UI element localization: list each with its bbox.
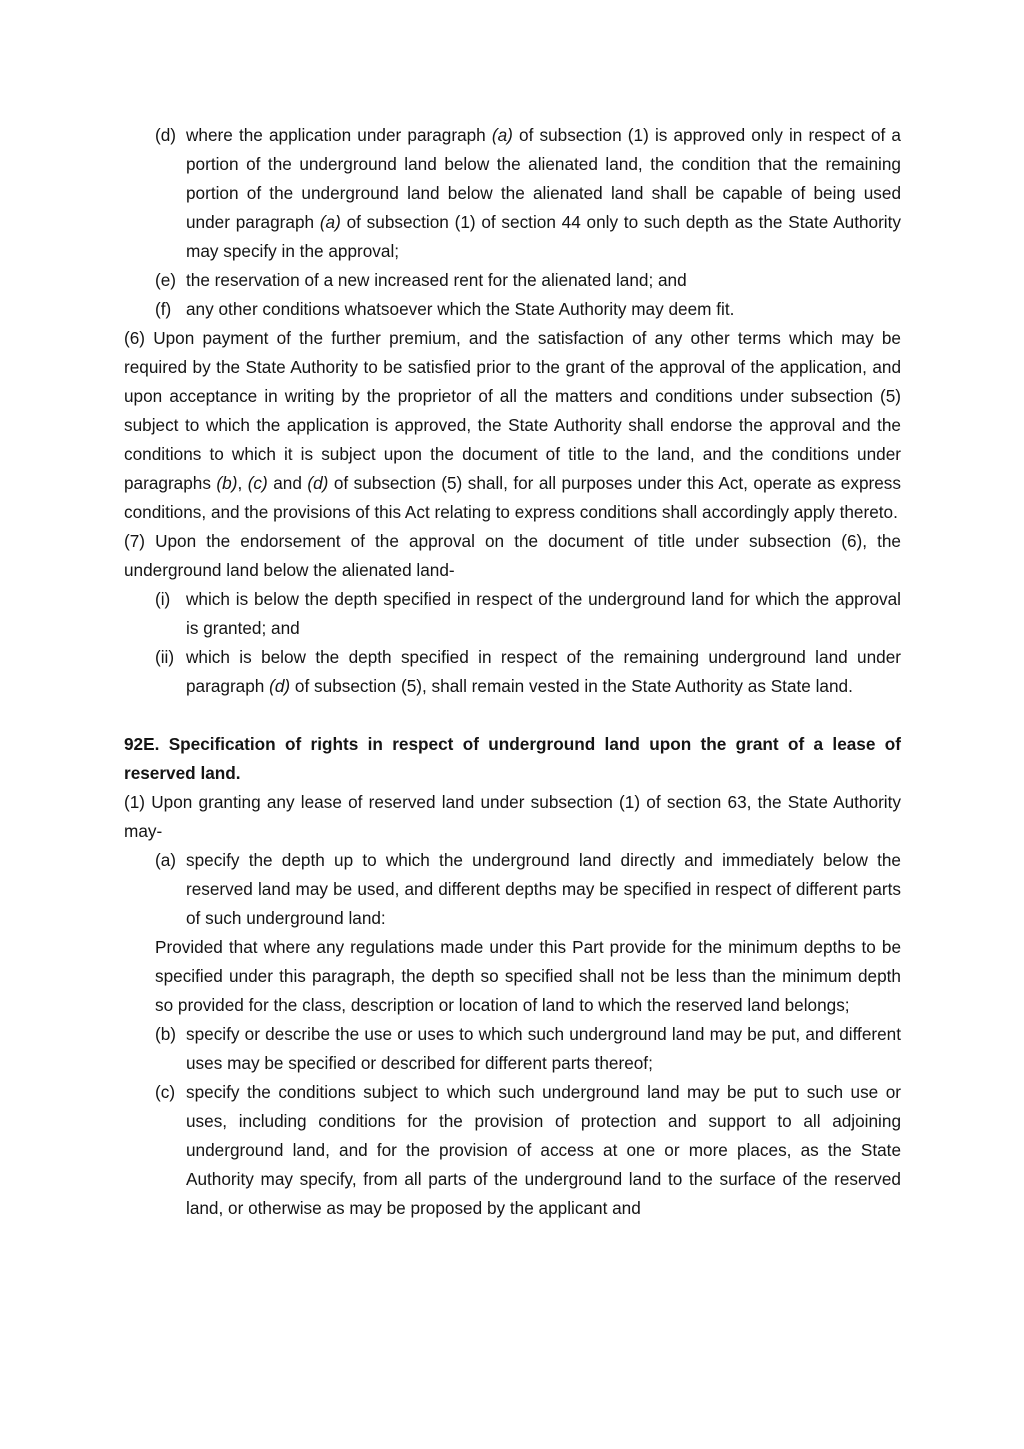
subsection-6 (124, 324, 901, 527)
text-run: , (237, 473, 248, 493)
item-text (186, 121, 901, 266)
section-heading: 92E. Specification of rights in respect of underground land upon the grant of a lease of reserved land. (124, 734, 901, 783)
italic-reference: (d) (269, 676, 291, 696)
item-label: (d) (155, 125, 177, 145)
list-item (124, 585, 901, 643)
list-item (124, 121, 901, 266)
item-label: (i) (155, 589, 171, 609)
item-text (186, 846, 901, 933)
italic-reference: (a) (319, 212, 341, 232)
list-item (124, 643, 901, 701)
item-label: (c) (155, 1082, 176, 1102)
text-run: which is below the depth specified in respect of the remaining underground land under paragraph (186, 647, 901, 696)
text-run: of subsection (1) is approved only in respect of a portion of the underground land below the alienated land, the condition that the remaining portion of the underground land below the alienated land shall be capable of being used under paragraph (186, 125, 901, 232)
text-run: (6) Upon payment of the further premium, and the satisfaction of any other terms which may be required by the State Authority to be satisfied prior to the grant of the approval of the application, and upon acceptance in writing by the proprietor of all the matters and conditions under subsection (5) subject to which the application is approved, the State Authority shall endorse the approval and the conditions to which it is subject upon the document of title to the land, and the conditions under paragraphs (124, 328, 901, 493)
section-92e-subsection-1 (124, 788, 901, 846)
text-run: of subsection (1) of section 44 only to such depth as the State Authority may specify in the approval; (186, 212, 901, 261)
item-text (186, 1020, 901, 1078)
subsection-7-list (124, 585, 901, 701)
item-text (186, 266, 901, 295)
document-page (124, 121, 901, 1223)
text-run: specify the conditions subject to which such underground land may be put to such use or uses, including conditions for the provision of protection and support to all adjoining underground land, and for the provision of access at one or more places, as the State Authority may specify, from all parts of the underground land to the surface of the reserved land, or otherwise as may be proposed by the applicant and (186, 1082, 901, 1218)
italic-reference: (d) (307, 473, 329, 493)
section-92e-items-rest (124, 1020, 901, 1223)
text-run: (1) Upon granting any lease of reserved land under subsection (1) of section 63, the State Authority may- (124, 792, 901, 841)
subsection-5-list (124, 121, 901, 324)
text-run: specify the depth up to which the underground land directly and immediately below the reserved land may be used, and different depths may be specified in respect of different parts of such underground land: (186, 850, 901, 928)
item-text (186, 1078, 901, 1223)
text-run: (7) Upon the endorsement of the approval on the document of title under subsection (6), the underground land below the alienated land- (124, 531, 901, 580)
text-run: of subsection (5) shall, for all purposes under this Act, operate as express conditions, and the provisions of this Act relating to express conditions shall accordingly apply thereto. (124, 473, 901, 522)
text-run: of subsection (5), shall remain vested in the State Authority as State land. (290, 676, 853, 696)
list-item (124, 846, 901, 933)
text-run: where the application under paragraph (186, 125, 492, 145)
item-text (186, 643, 901, 701)
text-run: any other conditions whatsoever which the State Authority may deem fit. (186, 299, 735, 319)
item-text (186, 585, 901, 643)
item-label: (f) (155, 299, 172, 319)
text-run: which is below the depth specified in respect of the underground land for which the approval is granted; and (186, 589, 901, 638)
list-item (124, 1020, 901, 1078)
italic-reference: (b) (216, 473, 238, 493)
italic-reference: (a) (491, 125, 513, 145)
list-item (124, 266, 901, 295)
item-label: (b) (155, 1024, 177, 1044)
text-run: specify or describe the use or uses to which such underground land may be put, and different uses may be specified or described for different parts thereof; (186, 1024, 901, 1073)
subsection-7 (124, 527, 901, 585)
item-label: (e) (155, 270, 177, 290)
item-label: (ii) (155, 647, 175, 667)
list-item (124, 295, 901, 324)
text-run: the reservation of a new increased rent for the alienated land; and (186, 270, 687, 290)
text-run: and (267, 473, 308, 493)
item-label: (a) (155, 850, 177, 870)
item-text (186, 295, 901, 324)
section-92e-item-a (124, 846, 901, 933)
text-run: Provided that where any regulations made under this Part provide for the minimum depths to be specified under this paragraph, the depth so specified shall not be less than the minimum depth so provided for the class, description or location of land to which the reserved land belongs; (155, 937, 901, 1015)
list-item (124, 1078, 901, 1223)
italic-reference: (c) (247, 473, 268, 493)
proviso (155, 933, 901, 1020)
